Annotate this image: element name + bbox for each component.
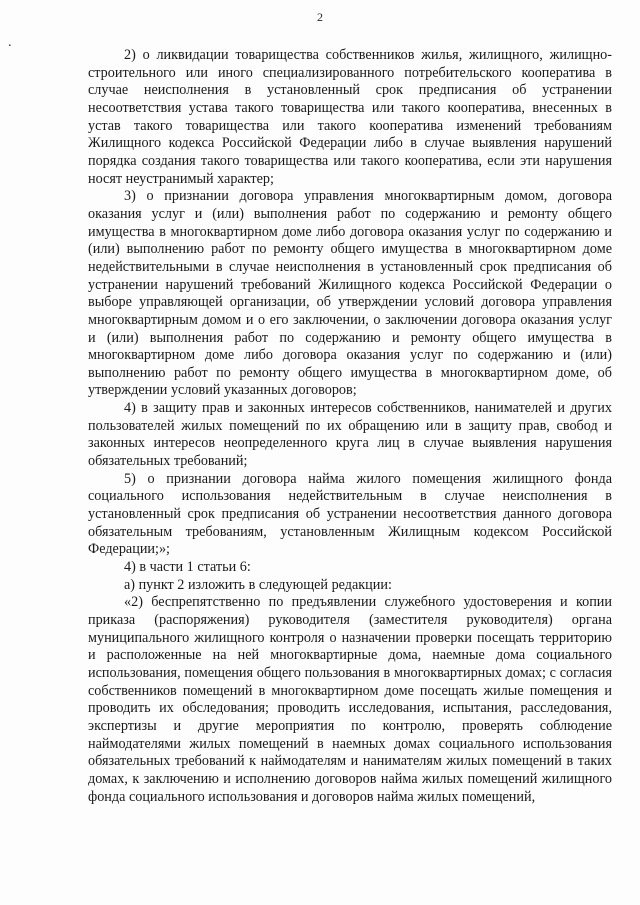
paragraph-item-2: 2) о ликвидации товарищества собственников жилья, жилищного, жилищно-строительного или иного специализированного потребительского кооператива в случае неисполнения в установленный срок предписания об устранении несоответствия устава такого товарищества или такого кооператива, внесенных в устав такого товарищества или такого кооператива изменений требованиям Жилищного кодекса Российской Федерации либо в случае выявления нарушений порядка создания такого товарищества или такого кооператива, если эти нарушения носят неустранимый характер; — [88, 47, 612, 187]
page-number: 2 — [317, 10, 323, 24]
amendment-subitem-a: а) пункт 2 изложить в следующей редакции: — [124, 576, 392, 593]
paragraph-item-4: 4) в защиту прав и законных интересов собственников, нанимателей и других пользователей жилых помещений по их обращению или в защиту прав, свобод и законных интересов неопределенного круга лиц в случае выявления нарушения обязательных требований; — [88, 400, 612, 470]
margin-mark: . — [8, 35, 12, 50]
amendment-article-6-heading: 4) в части 1 статьи 6: — [124, 559, 251, 576]
amended-point-2-text: «2) беспрепятственно по предъявлении служебного удостоверения и копии приказа (распоряжения) руководителя (заместителя руководителя) органа муниципального жилищного контроля о назначении проверки посещать территорию и расположенные на ней многоквартирные дома, наемные дома социального использования, помещения общего пользования в многоквартирных домах; с согласия собственников помещений в многоквартирном доме посещать жилые помещения и проводить их обследования; проводить исследования, испытания, расследования, экспертизы и другие мероприятия по контролю, проверять соблюдение наймодателями жилых помещений в наемных домах социального использования обязательных требований к наймодателям и нанимателям жилых помещений в таких домах, к заключению и исполнению договоров найма жилых помещений жилищного фонда социального использования и договоров найма жилых помещений, — [88, 594, 612, 805]
document-body — [88, 47, 612, 806]
paragraph-item-5: 5) о признании договора найма жилого помещения жилищного фонда социального использования недействительным в случае неисполнения в установленный срок предписания об устранении несоответствия данного договора обязательным требованиям, установленным Жилищным кодексом Российской Федерации;»; — [88, 470, 612, 558]
paragraph-item-3: 3) о признании договора управления многоквартирным домом, договора оказания услуг и (или) выполнения работ по содержанию и ремонту общего имущества в многоквартирном доме либо договора оказания услуг по содержанию и (или) выполнению работ по ремонту общего имущества в многоквартирном доме недействительными в случае неисполнения в установленный срок предписания об устранении нарушений требований Жилищного кодекса Российской Федерации о выборе управляющей организации, об утверждении условий договора управления многоквартирным домом и о его заключении, о заключении договора оказания услуг и (или) выполнения работ по содержанию и ремонту общего имущества в многоквартирном доме либо договора оказания услуг по содержанию и (или) выполнению работ по ремонту общего имущества в многоквартирном доме, об утверждении условий указанных договоров; — [88, 188, 612, 399]
